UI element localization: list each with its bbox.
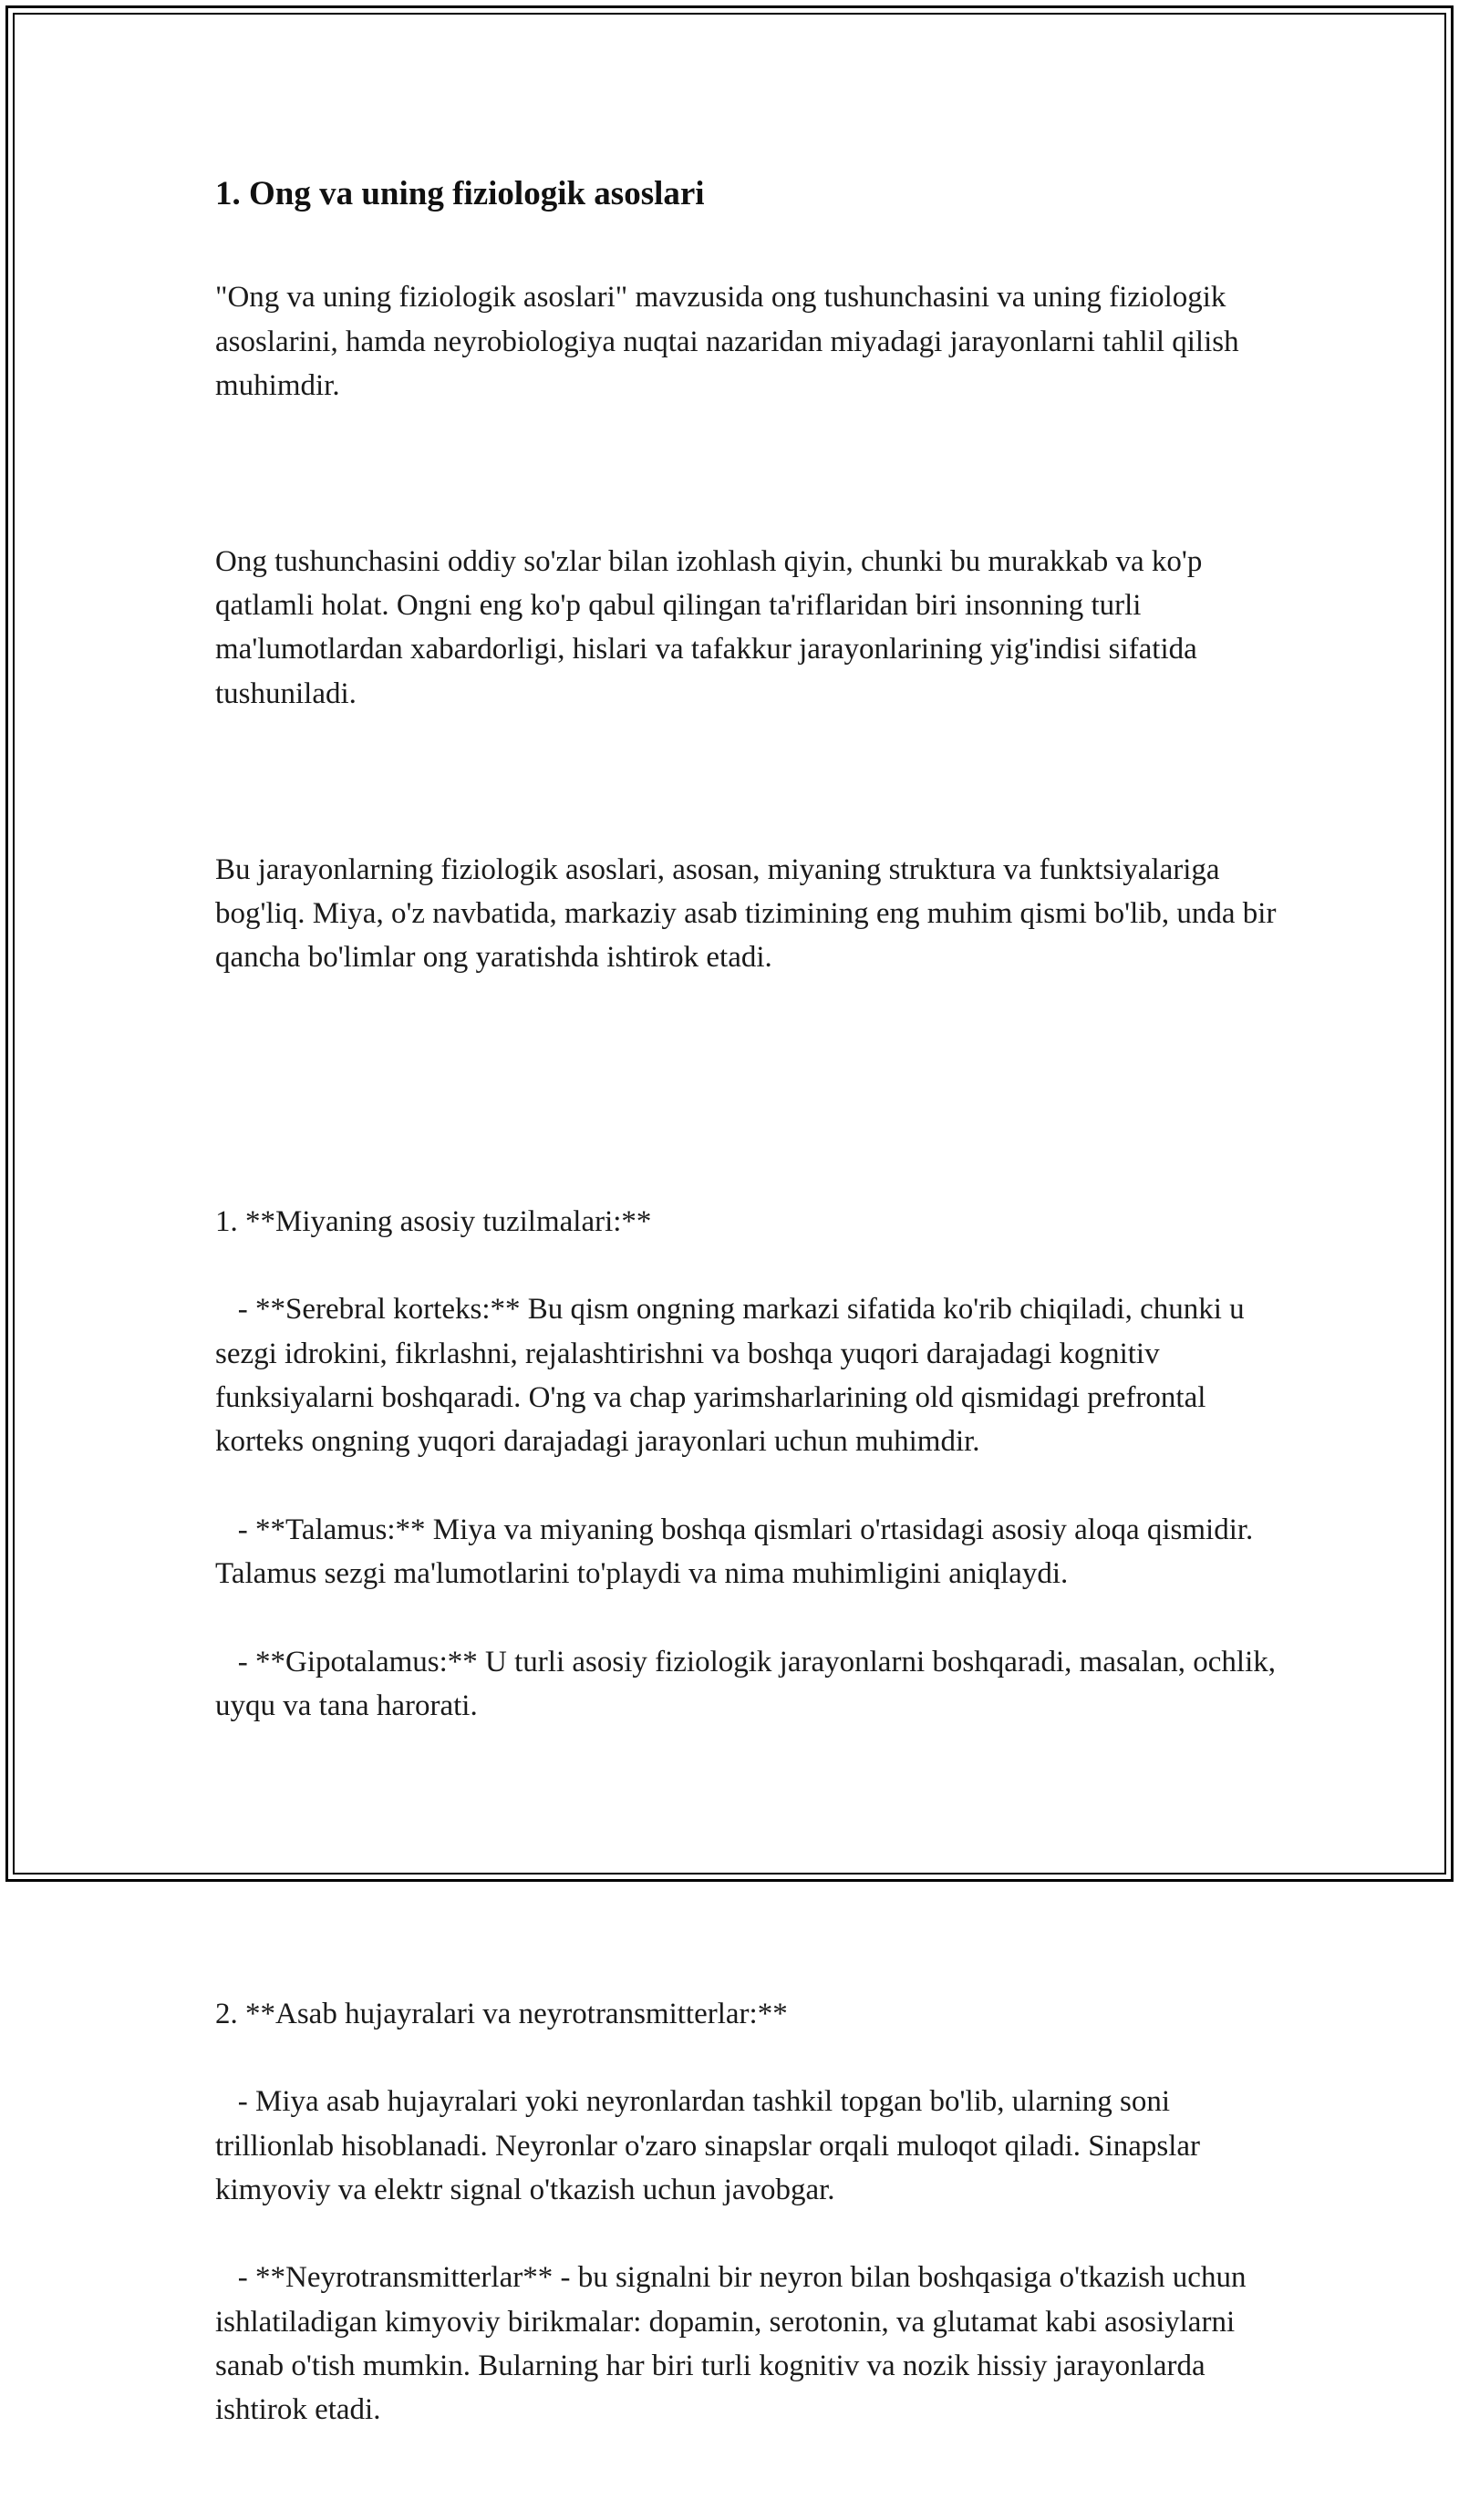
document-title: 1. Ong va uning fiziologik asoslari (215, 175, 705, 212)
paragraph-gap (215, 451, 1282, 495)
paragraph-gap (215, 1024, 1282, 1068)
list-item: - **Gipotalamus:** U turli asosiy fiziologik jarayonlarni boshqaradi, masalan, ochlik, uyqu va tana harorati. (215, 1645, 1284, 1722)
list-item: - **Serebral korteks:** Bu qism ongning markazi sifatida ko'rib chiqiladi, chunki u sezgi idrokini, fikrlashni, rejalashtirishni va boshqa yuqori darajadagi kognitiv funksiyalarni boshqaradi. O'ng va chap yarimsharlarining old qismidagi prefrontal korteks ongning yuqori darajadagi jarayonlari uchun muhimdir. (215, 1293, 1252, 1459)
paragraph: "Ong va uning fiziologik asoslari" mavzusida ong tushunchasini va uning fiziologik asoslarini, hamda neyrobiologiya nuqtai nazaridan miyadagi jarayonlarni tahlil qilish muhimdir. (215, 281, 1239, 402)
section-neurons (215, 1947, 1282, 2476)
document-text (215, 232, 1282, 2520)
list-item: - Miya asab hujayralari yoki neyronlardan tashkil topgan bo'lib, ularning soni trillionlab hisoblanadi. Neyronlar o'zaro sinapslar orqali muloqot qiladi. Sinapslar kimyoviy va elektr signal o'tkazish uchun javobgar. (215, 2085, 1208, 2206)
list-item: - **Talamus:** Miya va miyaning boshqa qismlari o'rtasidagi asosiy aloqa qismidir. Talamus sezgi ma'lumotlarini to'playdi va nima muhimligini aniqlaydi. (215, 1513, 1260, 1591)
paragraph-gap (215, 1816, 1282, 1860)
list-item: - **Neyrotransmitterlar** - bu signalni bir neyron bilan boshqasiga o'tkazish uchun ishlatiladigan kimyoviy birikmalar: dopamin, serotonin, va glutamat kabi asosiylarni sanab o'tish mumkin. Bularning har biri turli kognitiv va nozik hissiy jarayonlarda ishtirok etadi. (215, 2261, 1254, 2427)
document-body (215, 170, 1282, 2520)
paragraph: Bu jarayonlarning fiziologik asoslari, asosan, miyaning struktura va funktsiyalariga bog'liq. Miya, o'z navbatida, markaziy asab tizimining eng muhim qismi bo'lib, unda bir qancha bo'limlar ong yaratishda ishtirok etadi. (215, 852, 1277, 975)
paragraph: Ong tushunchasini oddiy so'zlar bilan izohlash qiyin, chunki bu murakkab va ko'p qatlamli holat. Ongni eng ko'p qabul qilingan ta'riflaridan biri insonning turli ma'lumotlardan xabardorligi, hislari va tafakkur jarayonlarining yig'indisi sifatida tushuniladi. (215, 544, 1203, 710)
section-heading: 1. **Miyaning asosiy tuzilmalari:** (215, 1204, 652, 1238)
section-heading: 2. **Asab hujayralari va neyrotransmitterlar:** (215, 1997, 788, 2030)
section-brain-structures (215, 1155, 1282, 1771)
paragraph-gap (215, 759, 1282, 803)
